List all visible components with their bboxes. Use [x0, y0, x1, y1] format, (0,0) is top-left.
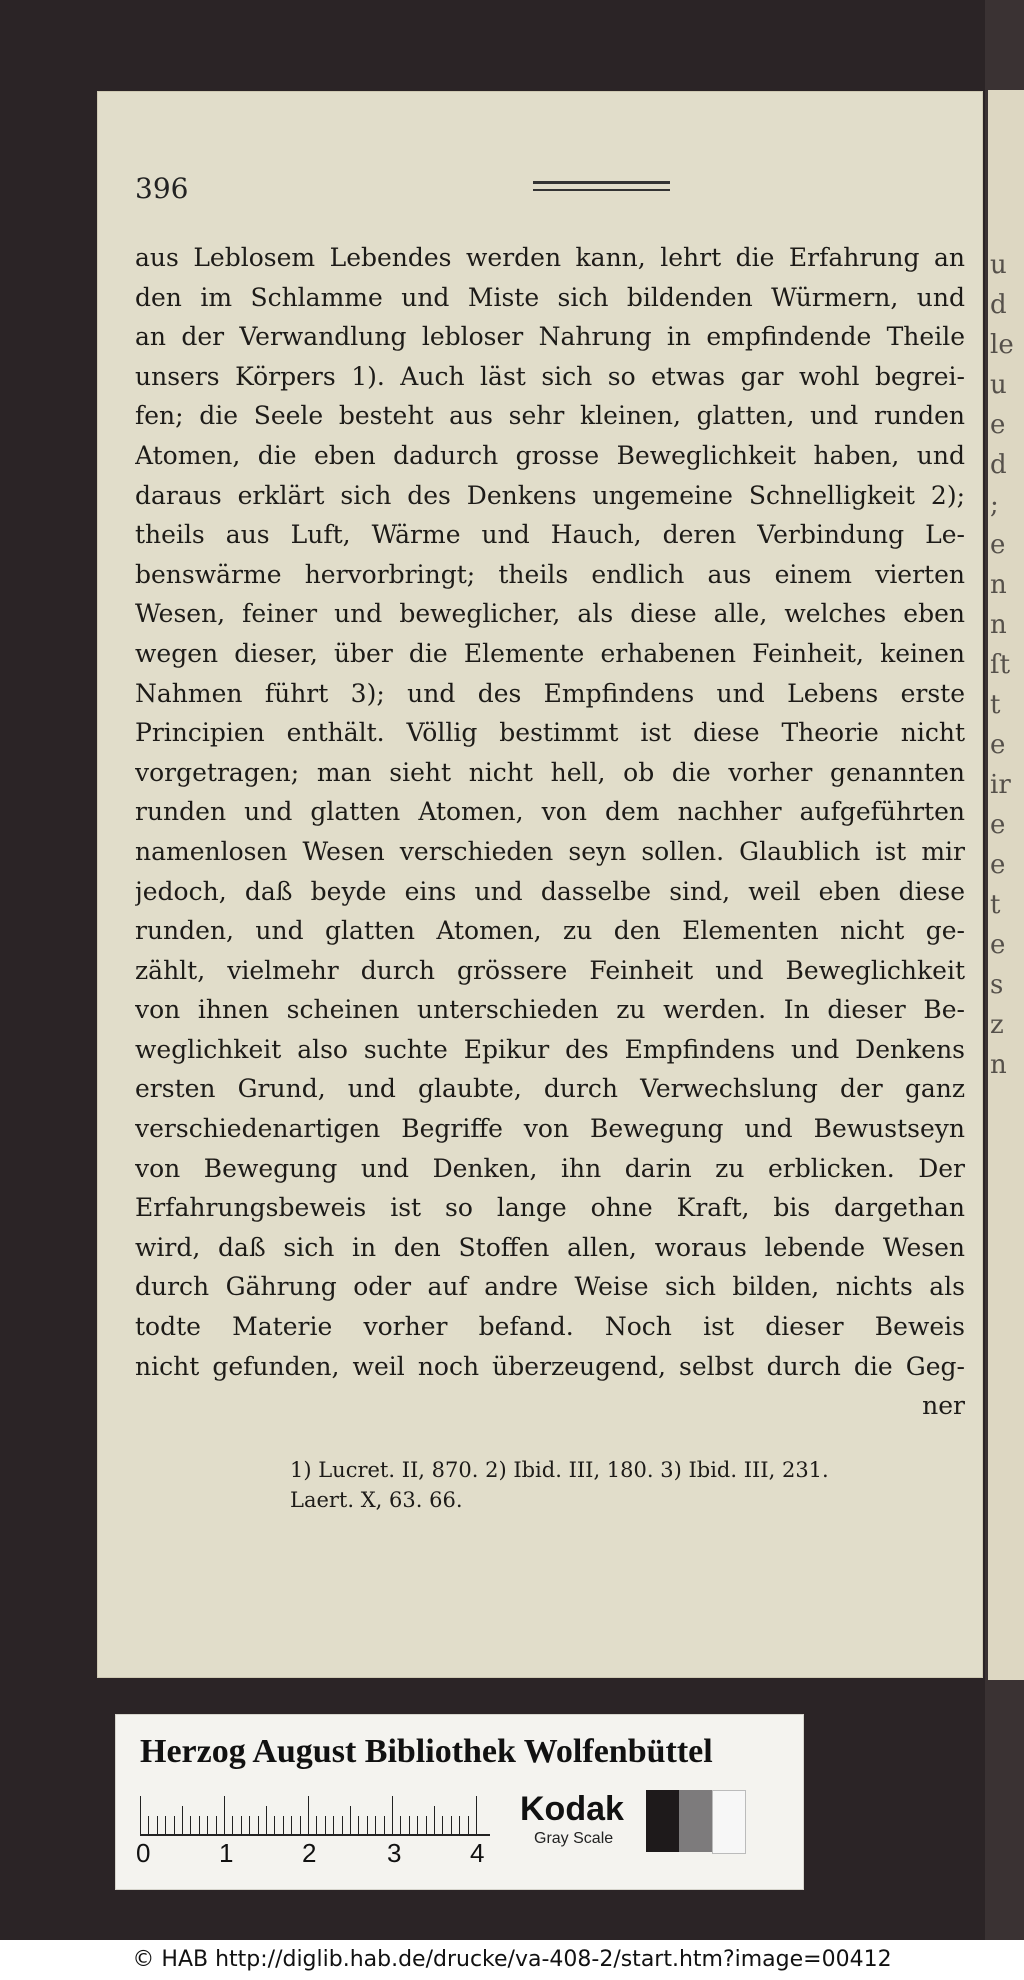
text-line: wegen dieser, über die Elemente erhabenen Feinheit, keinen [135, 638, 965, 668]
ruler-tick [451, 1816, 452, 1834]
ruler-tick [249, 1816, 250, 1834]
text-line: nicht gefunden, weil noch überzeugend, selbst durch die Geg- [135, 1351, 965, 1381]
adjacent-fragment: n [990, 610, 1007, 640]
footnote-line: 1) Lucret. II, 870. 2) Ibid. III, 180. 3) Ibid. III, 231. [290, 1458, 829, 1482]
ruler-tick [258, 1816, 259, 1834]
text-line: zählt, vielmehr durch grössere Feinheit und Beweglichkeit [135, 955, 965, 985]
adjacent-page-edge [988, 90, 1024, 1680]
page-text-block [135, 238, 965, 1426]
ruler-tick [308, 1796, 309, 1834]
text-line: Atomen, die eben dadurch grosse Beweglichkeit haben, und [135, 440, 965, 470]
ruler-tick [392, 1796, 393, 1834]
ruler-tick [148, 1816, 149, 1834]
ruler-tick [325, 1816, 326, 1834]
text-line: fen; die Seele besteht aus sehr kleinen, glatten, und runden [135, 401, 965, 431]
text-line: weglichkeit also suchte Epikur des Empfindens und Denkens [135, 1034, 965, 1064]
ruler-number: 2 [302, 1838, 317, 1868]
text-line: benswärme hervorbringt; theils endlich aus einem vierten [135, 559, 965, 589]
text-line: von Bewegung und Denken, ihn darin zu erblicken. Der [135, 1153, 965, 1183]
ruler-tick [241, 1816, 242, 1834]
text-line: daraus erklärt sich des Denkens ungemeine Schnelligkeit 2); [135, 480, 965, 510]
text-line: Erfahrungsbeweis ist so lange ohne Kraft, bis dargethan [135, 1193, 965, 1223]
text-line: den im Schlamme und Miste sich bildenden Würmern, und [135, 282, 965, 312]
text-line: vorgetragen; man sieht nicht hell, ob die vorher genannten [135, 757, 965, 787]
ruler-tick [283, 1816, 284, 1834]
text-line: theils aus Luft, Wärme und Hauch, deren Verbindung Le- [135, 520, 965, 550]
text-line: Wesen, feiner und beweglicher, als diese alle, welches eben [135, 599, 965, 629]
ruler-tick [224, 1796, 225, 1834]
ruler-tick [157, 1816, 158, 1834]
text-line: aus Leblosem Lebendes werden kann, lehrt die Erfahrung an [135, 243, 965, 272]
ruler-tick [434, 1806, 435, 1834]
adjacent-fragment: n [990, 1050, 1007, 1080]
ruler-tick [316, 1816, 317, 1834]
adjacent-fragment: t [990, 690, 1001, 720]
text-line: verschiedenartigen Begriffe von Bewegung und Bewustseyn [135, 1114, 965, 1144]
adjacent-fragment: z [990, 1010, 1004, 1040]
page-number: 396 [135, 172, 189, 205]
text-line: ersten Grund, und glaubte, durch Verwechslung der ganz [135, 1074, 965, 1104]
ruler-tick [291, 1816, 292, 1834]
scale-ruler [140, 1794, 490, 1836]
ruler-tick [459, 1816, 460, 1834]
text-line: von ihnen scheinen unterschieden zu werden. In dieser Be- [135, 995, 965, 1025]
ruler-tick [190, 1816, 191, 1834]
ruler-tick [350, 1806, 351, 1834]
ruler-tick [232, 1816, 233, 1834]
ruler-tick [165, 1816, 166, 1834]
ruler-number: 3 [387, 1838, 402, 1868]
catchword: ner [922, 1391, 965, 1421]
text-line: an der Verwandlung lebloser Nahrung in empfindende Theile [135, 322, 965, 352]
gray-scale-label: Gray Scale [534, 1830, 614, 1847]
adjacent-fragment: ; [990, 490, 999, 520]
adjacent-fragment: e [990, 850, 1006, 880]
adjacent-fragment: e [990, 530, 1006, 560]
ruler-tick [417, 1816, 418, 1834]
ruler-tick [409, 1816, 410, 1834]
ruler-tick [400, 1816, 401, 1834]
footnote-line: Laert. X, 63. 66. [290, 1488, 463, 1512]
text-line: unsers Körpers 1). Auch läst sich so etwas gar wohl begrei- [135, 361, 965, 391]
adjacent-fragment: le [990, 330, 1014, 360]
text-line: wird, daß sich in den Stoffen allen, woraus lebende Wesen [135, 1232, 965, 1262]
text-line: Principien enthält. Völlig bestimmt ist diese Theorie nicht [135, 718, 965, 748]
header-rule [533, 181, 670, 191]
ruler-tick [274, 1816, 275, 1834]
text-line: namenlosen Wesen verschieden seyn sollen. Glaublich ist mir [135, 836, 965, 866]
ruler-tick [266, 1806, 267, 1834]
adjacent-fragment: s [990, 970, 1004, 1000]
gray-patch-black [646, 1790, 679, 1852]
ruler-tick [199, 1816, 200, 1834]
ruler-tick [207, 1816, 208, 1834]
ruler-tick [182, 1806, 183, 1834]
kodak-logo: Kodak [520, 1790, 624, 1828]
adjacent-fragment: e [990, 410, 1006, 440]
adjacent-fragment: e [990, 930, 1006, 960]
ruler-tick [140, 1796, 141, 1834]
adjacent-fragment: d [990, 450, 1007, 480]
ruler-tick [174, 1816, 175, 1834]
ruler-tick [384, 1816, 385, 1834]
adjacent-fragment: d [990, 290, 1007, 320]
text-line: runden, und glatten Atomen, zu den Elementen nicht ge- [135, 916, 965, 946]
gray-patch-mid [679, 1790, 712, 1852]
text-line: runden und glatten Atomen, von dem nachher aufgeführten [135, 797, 965, 827]
ruler-tick [426, 1816, 427, 1834]
adjacent-fragment: t [990, 890, 1001, 920]
ruler-tick [300, 1816, 301, 1834]
adjacent-fragment: e [990, 730, 1006, 760]
library-name: Herzog August Bibliothek Wolfenbüttel [140, 1733, 713, 1770]
ruler-tick [342, 1816, 343, 1834]
ruler-number: 0 [136, 1838, 151, 1868]
ruler-tick [476, 1796, 477, 1834]
adjacent-fragment: u [990, 370, 1007, 400]
gray-patch-white [712, 1790, 746, 1854]
text-line: Nahmen führt 3); und des Empfindens und Lebens erste [135, 678, 965, 708]
adjacent-fragment: ir [990, 770, 1011, 800]
copyright-caption: © HAB http://diglib.hab.de/drucke/va-408-2/start.htm?image=00412 [0, 1940, 1024, 1980]
ruler-tick [367, 1816, 368, 1834]
adjacent-fragment: n [990, 570, 1007, 600]
ruler-tick [375, 1816, 376, 1834]
text-line: durch Gährung oder auf andre Weise sich bilden, nichts als [135, 1272, 965, 1302]
ruler-tick [442, 1816, 443, 1834]
text-line: todte Materie vorher befand. Noch ist dieser Beweis [135, 1312, 965, 1342]
ruler-tick [468, 1816, 469, 1834]
adjacent-fragment: e [990, 810, 1006, 840]
ruler-tick [333, 1816, 334, 1834]
ruler-tick [216, 1816, 217, 1834]
ruler-number: 4 [470, 1838, 485, 1868]
adjacent-fragment: ſt [990, 650, 1011, 680]
ruler-number: 1 [219, 1838, 234, 1868]
adjacent-fragment: u [990, 250, 1007, 280]
ruler-tick [358, 1816, 359, 1834]
text-line: jedoch, daß beyde eins und dasselbe sind, weil eben diese [135, 876, 965, 906]
